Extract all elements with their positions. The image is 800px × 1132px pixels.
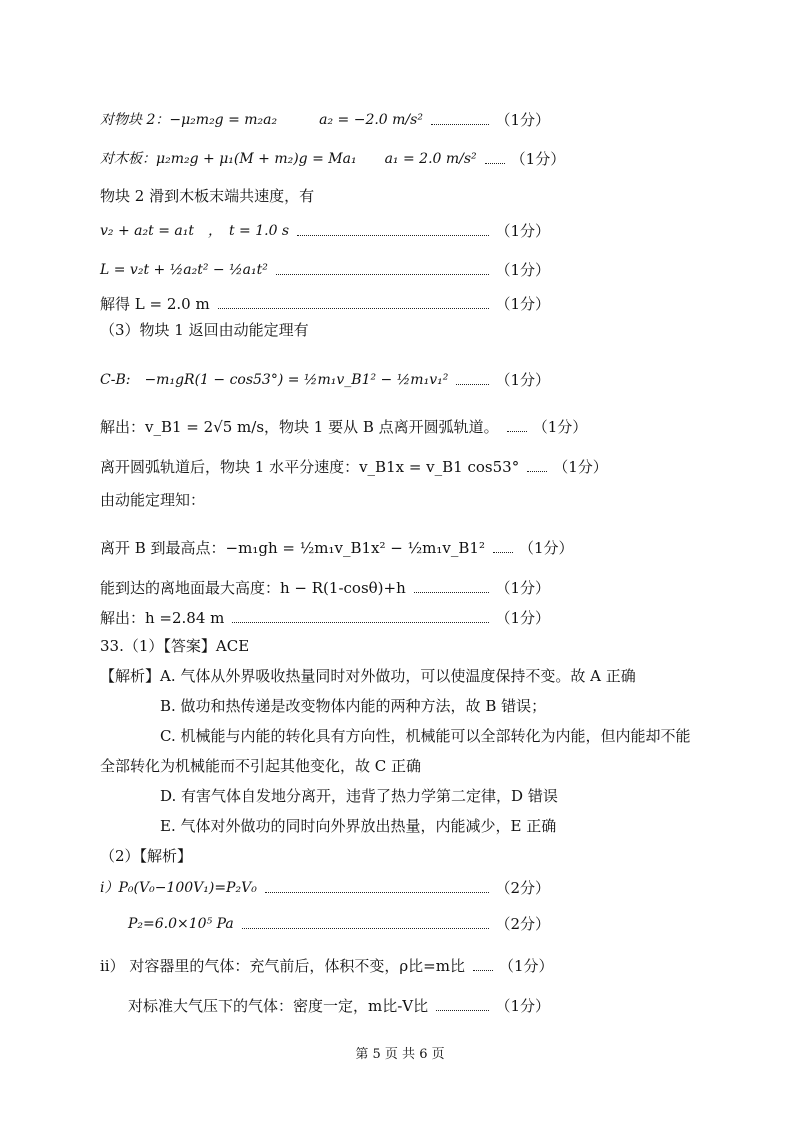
dot-leader <box>493 552 513 553</box>
score-label: （1分） <box>495 609 550 627</box>
dot-leader <box>297 235 489 236</box>
score-label: （1分） <box>495 579 550 597</box>
equation-line-result-length <box>100 292 550 316</box>
analysis-d: D. 有害气体自发地分离开，违背了热力学第二定律，D 错误 <box>160 787 558 805</box>
dot-leader <box>232 622 489 623</box>
score-label: （1分） <box>510 150 566 168</box>
question-33-answer: 33.（1）【答案】ACE <box>100 637 250 655</box>
equation-line-cb <box>100 368 550 392</box>
equation-line-result-height <box>100 606 550 630</box>
part-2-heading: （2）【解析】 <box>100 847 193 865</box>
line-text: v₂ + a₂t = a₁t ， t = 1.0 s <box>100 223 290 239</box>
line-text: 离开 B 到最高点：−m₁gh = ½m₁v_B1x² − ½m₁v_B1² <box>100 539 485 557</box>
analysis-a: 【解析】A. 气体从外界吸收热量同时对外做功，可以使温度保持不变。故 A 正确 <box>100 667 636 685</box>
equation-line-ii <box>100 954 554 978</box>
dot-leader <box>265 892 490 893</box>
line-text: 对木板：μ₂m₂g + μ₁(M + m₂)g = Ma₁ a₁ = 2.0 m/s² <box>100 151 477 167</box>
equation-line-board <box>100 147 566 171</box>
line-text: 能到达的离地面最大高度：h − R(1-cosθ)+h <box>100 579 406 597</box>
line-text: L = v₂t + ½a₂t² − ½a₁t² <box>100 262 268 278</box>
line-text: i）P₀(V₀−100V₁)=P₂V₀ <box>100 880 257 896</box>
dot-leader <box>485 163 505 164</box>
score-label: （2分） <box>495 915 550 933</box>
score-label: （1分） <box>495 111 550 129</box>
line-text: 解得 L = 2.0 m <box>100 295 210 313</box>
dot-leader <box>414 592 490 593</box>
score-label: （2分） <box>495 879 550 897</box>
equation-line-length <box>100 258 550 282</box>
score-label: （1分） <box>495 222 550 240</box>
equation-line-common-velocity <box>100 219 550 243</box>
equation-line-block2 <box>100 108 550 132</box>
dot-leader <box>436 1010 489 1011</box>
dot-leader <box>527 471 547 472</box>
dot-leader <box>218 308 490 309</box>
line-text: 解出：v_B1 = 2√5 m/s，物块 1 要从 B 点离开圆弧轨道。 <box>100 418 499 436</box>
score-label: （1分） <box>553 458 608 476</box>
score-label: （1分） <box>495 295 550 313</box>
score-label: （1分） <box>495 371 550 389</box>
score-label: （1分） <box>518 539 574 557</box>
equation-line-p2 <box>128 912 550 936</box>
analysis-b: B. 做功和热传递是改变物体内能的两种方法，故 B 错误； <box>160 697 547 715</box>
line-text: P₂=6.0×10⁵ Pa <box>128 916 234 932</box>
line-text: 解出：h =2.84 m <box>100 609 225 627</box>
line-text: C-B: −m₁gR(1 − cos53°) = ½m₁v_B1² − ½m₁v₁² <box>100 372 449 388</box>
dot-leader <box>276 274 490 275</box>
text-line: 物块 2 滑到木板末端共速度，有 <box>100 187 315 205</box>
line-text: 对物块 2：−μ₂m₂g = m₂a₂ a₂ = −2.0 m/s² <box>100 112 423 128</box>
page-footer: 第 5 页 共 6 页 <box>355 1047 445 1062</box>
equation-line-i <box>100 876 550 900</box>
equation-line-ground-height <box>100 576 550 600</box>
line-text: 离开圆弧轨道后，物块 1 水平分速度：v_B1x = v_B1 cos53° <box>100 458 520 476</box>
equation-line-vb1 <box>100 415 588 439</box>
dot-leader <box>473 970 493 971</box>
score-label: （1分） <box>532 418 588 436</box>
score-label: （1分） <box>495 997 550 1015</box>
line-text: ii） 对容器里的气体：充气前后，体积不变，ρ比=m比 <box>100 957 465 975</box>
dot-leader <box>242 928 490 929</box>
text-line: 由动能定理知： <box>100 491 206 509</box>
analysis-c: C. 机械能与内能的转化具有方向性，机械能可以全部转化为内能，但内能却不能 <box>160 727 691 745</box>
equation-line-horizontal <box>100 455 608 479</box>
equation-line-max-height <box>100 536 574 560</box>
score-label: （1分） <box>495 261 550 279</box>
analysis-e: E. 气体对外做功的同时向外界放出热量，内能减少，E 正确 <box>160 817 557 835</box>
dot-leader <box>456 384 489 385</box>
text-line: （3）物块 1 返回由动能定理有 <box>100 321 309 339</box>
dot-leader <box>507 431 527 432</box>
dot-leader <box>431 124 490 125</box>
line-text: 对标准大气压下的气体：密度一定，m比-V比 <box>128 997 429 1015</box>
equation-line-standard-pressure <box>128 994 550 1018</box>
score-label: （1分） <box>498 957 554 975</box>
analysis-c-continued: 全部转化为机械能而不引起其他变化，故 C 正确 <box>100 757 422 775</box>
